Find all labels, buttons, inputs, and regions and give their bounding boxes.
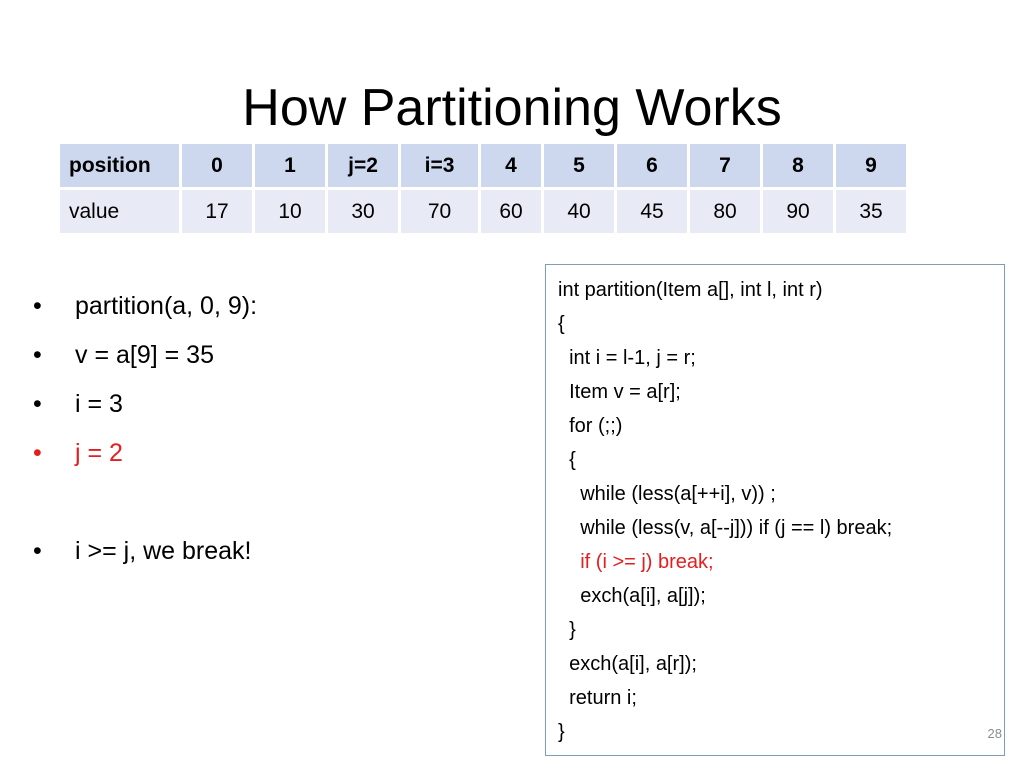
value-cell: 70 bbox=[400, 189, 480, 235]
slide-title: How Partitioning Works bbox=[242, 78, 782, 137]
position-cell: 9 bbox=[835, 144, 908, 189]
value-cell: 45 bbox=[616, 189, 689, 235]
code-line: exch(a[i], a[j]); bbox=[558, 585, 706, 607]
bullet-item bbox=[30, 331, 257, 380]
position-cell: j=2 bbox=[327, 144, 400, 189]
bullet-text: i >= j, we break! bbox=[75, 537, 252, 565]
code-line: for (;;) bbox=[558, 415, 623, 437]
value-cell: 10 bbox=[254, 189, 327, 235]
code-line: int partition(Item a[], int l, int r) bbox=[558, 279, 823, 301]
code-line-highlighted: if (i >= j) break; bbox=[558, 551, 714, 573]
value-row bbox=[60, 189, 908, 235]
value-cell: 30 bbox=[327, 189, 400, 235]
bullet-icon: • bbox=[33, 439, 42, 467]
position-cell: 6 bbox=[616, 144, 689, 189]
slide-number: 28 bbox=[987, 726, 1002, 741]
bullet-text: i = 3 bbox=[75, 390, 123, 418]
bullet-icon: • bbox=[33, 292, 42, 320]
bullet-item bbox=[30, 527, 257, 576]
bullet-text: partition(a, 0, 9): bbox=[75, 292, 258, 320]
bullet-icon: • bbox=[33, 390, 42, 418]
code-box bbox=[545, 264, 1005, 756]
code-line: while (less(v, a[--j])) if (j == l) break; bbox=[558, 517, 893, 539]
position-cell: 4 bbox=[480, 144, 543, 189]
value-cell: 35 bbox=[835, 189, 908, 235]
bullet-icon: • bbox=[33, 341, 42, 369]
value-cell: 80 bbox=[689, 189, 762, 235]
position-cell: 7 bbox=[689, 144, 762, 189]
position-label: position bbox=[60, 144, 181, 189]
array-table bbox=[60, 144, 909, 236]
bullet-item bbox=[30, 380, 257, 429]
position-cell: 0 bbox=[181, 144, 254, 189]
position-cell: 5 bbox=[543, 144, 616, 189]
code-line: return i; bbox=[558, 687, 637, 709]
position-cell: 8 bbox=[762, 144, 835, 189]
position-cell: 1 bbox=[254, 144, 327, 189]
value-cell: 40 bbox=[543, 189, 616, 235]
value-cell: 17 bbox=[181, 189, 254, 235]
code-line: } bbox=[558, 619, 576, 641]
code-line: while (less(a[++i], v)) ; bbox=[558, 483, 776, 505]
position-cell: i=3 bbox=[400, 144, 480, 189]
bullet-list bbox=[30, 282, 257, 576]
bullet-text: j = 2 bbox=[75, 439, 123, 467]
position-row bbox=[60, 144, 908, 189]
bullet-item bbox=[30, 282, 257, 331]
bullet-icon: • bbox=[33, 537, 42, 565]
code-line: { bbox=[558, 313, 565, 335]
code-line: exch(a[i], a[r]); bbox=[558, 653, 697, 675]
value-cell: 60 bbox=[480, 189, 543, 235]
bullet-item-highlighted bbox=[30, 429, 257, 478]
value-cell: 90 bbox=[762, 189, 835, 235]
code-line: } bbox=[558, 721, 565, 743]
code-line: Item v = a[r]; bbox=[558, 381, 681, 403]
value-label: value bbox=[60, 189, 181, 235]
code-line: { bbox=[558, 449, 576, 471]
bullet-text: v = a[9] = 35 bbox=[75, 341, 214, 369]
code-line: int i = l-1, j = r; bbox=[558, 347, 696, 369]
